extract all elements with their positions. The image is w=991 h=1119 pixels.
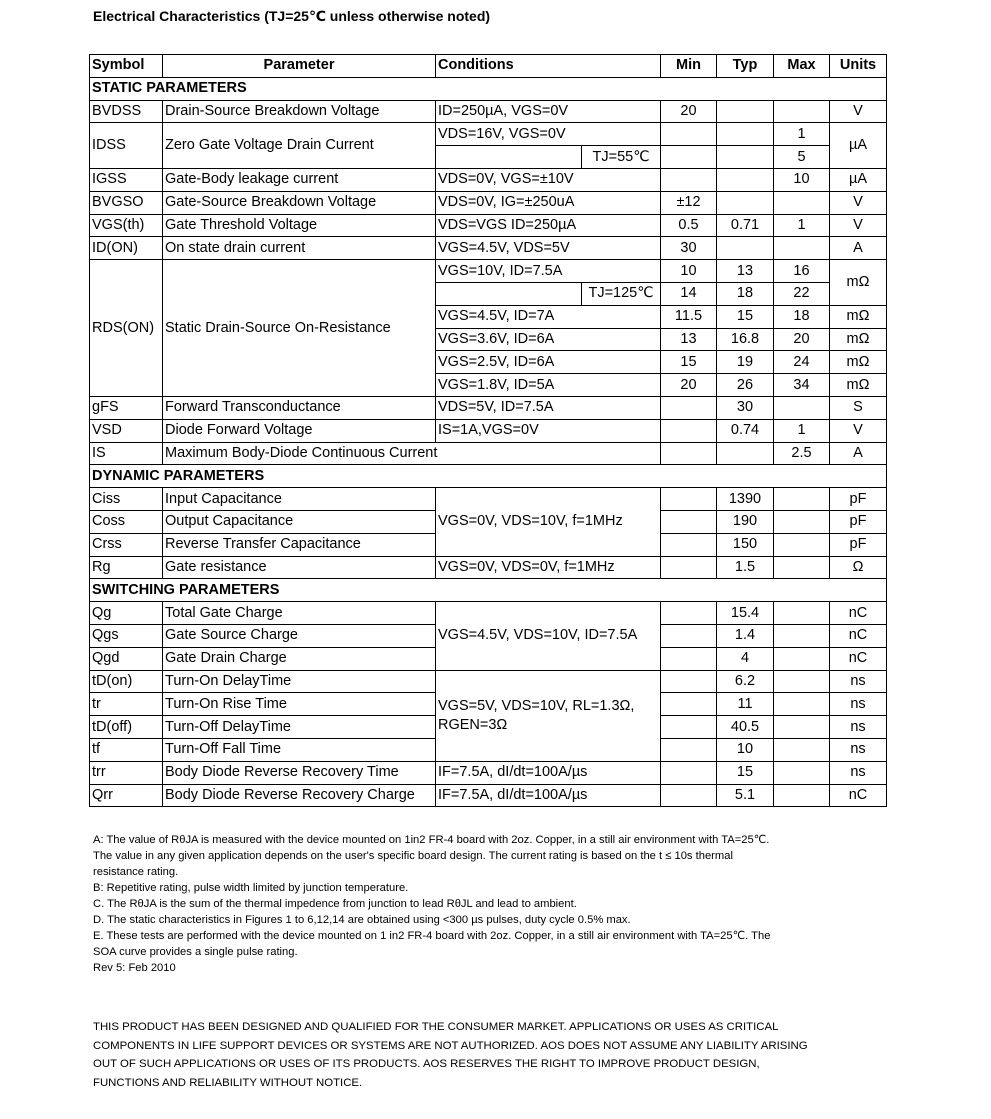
unit-cell: nC [830, 647, 887, 670]
table-row [90, 419, 887, 442]
max-cell: 1 [774, 214, 830, 237]
min-cell: 14 [661, 282, 717, 305]
parameter-cell: On state drain current [163, 237, 436, 260]
col-parameter: Parameter [163, 55, 436, 78]
min-cell [661, 442, 717, 465]
typ-cell: 19 [717, 351, 774, 374]
symbol-cell: RDS(ON) [90, 260, 163, 397]
symbol-cell: Qgd [90, 647, 163, 670]
max-cell [774, 738, 830, 761]
parameter-cell: Turn-Off DelayTime [163, 716, 436, 739]
typ-cell [717, 191, 774, 214]
condition-cell: VGS=4.5V, VDS=5V [436, 237, 661, 260]
min-cell [661, 123, 717, 146]
condition-cell: VDS=0V, IG=±250uA [436, 191, 661, 214]
typ-cell: 26 [717, 374, 774, 397]
max-cell: 20 [774, 328, 830, 351]
condition-blank [436, 146, 582, 169]
min-cell [661, 784, 717, 807]
min-cell: 20 [661, 374, 717, 397]
unit-cell: nC [830, 624, 887, 647]
unit-cell: ns [830, 670, 887, 693]
symbol-cell: IS [90, 442, 163, 465]
parameter-cell: Drain-Source Breakdown Voltage [163, 100, 436, 123]
typ-cell: 10 [717, 738, 774, 761]
symbol-cell: tD(on) [90, 670, 163, 693]
unit-cell: V [830, 214, 887, 237]
typ-cell: 1.5 [717, 556, 774, 579]
table-row [90, 761, 887, 784]
table-row [90, 602, 887, 625]
max-cell: 2.5 [774, 442, 830, 465]
disclaimer-line: COMPONENTS IN LIFE SUPPORT DEVICES OR SYSTEMS ARE NOT AUTHORIZED. AOS DOES NOT ASSUME ANY LIABILITY ARISING [93, 1039, 808, 1052]
symbol-cell: Rg [90, 556, 163, 579]
symbol-cell: Qrr [90, 784, 163, 807]
condition-cell: ID=250µA, VGS=0V [436, 100, 661, 123]
unit-cell: ns [830, 716, 887, 739]
symbol-cell: tr [90, 693, 163, 716]
condition-cell: IF=7.5A, dI/dt=100A/µs [436, 784, 661, 807]
condition-cell: VDS=VGS ID=250µA [436, 214, 661, 237]
parameter-cell: Input Capacitance [163, 488, 436, 511]
note-a-cont: The value in any given application depends on the user's specific board design. The current rating is based on the t ≤ 10s thermal [93, 850, 733, 862]
max-cell [774, 396, 830, 419]
table-row [90, 556, 887, 579]
parameter-cell: Gate Source Charge [163, 624, 436, 647]
typ-cell [717, 168, 774, 191]
unit-cell: ns [830, 693, 887, 716]
max-cell [774, 556, 830, 579]
max-cell: 18 [774, 305, 830, 328]
min-cell [661, 533, 717, 556]
parameter-cell: Gate-Body leakage current [163, 168, 436, 191]
max-cell [774, 761, 830, 784]
max-cell [774, 716, 830, 739]
min-cell [661, 168, 717, 191]
max-cell: 10 [774, 168, 830, 191]
parameter-cell: Static Drain-Source On-Resistance [163, 260, 436, 397]
parameter-cell: Zero Gate Voltage Drain Current [163, 123, 436, 169]
table-row [90, 784, 887, 807]
max-cell [774, 100, 830, 123]
condition-cell: IS=1A,VGS=0V [436, 419, 661, 442]
symbol-cell: VGS(th) [90, 214, 163, 237]
symbol-cell: ID(ON) [90, 237, 163, 260]
typ-cell: 0.74 [717, 419, 774, 442]
unit-cell: A [830, 237, 887, 260]
typ-cell: 11 [717, 693, 774, 716]
note-b: B: Repetitive rating, pulse width limited by junction temperature. [93, 882, 409, 894]
condition-cell: VGS=10V, ID=7.5A [436, 260, 661, 283]
condition-blank [436, 282, 582, 305]
parameter-cell: Gate Threshold Voltage [163, 214, 436, 237]
unit-cell: µA [830, 168, 887, 191]
typ-cell: 4 [717, 647, 774, 670]
max-cell: 1 [774, 419, 830, 442]
parameter-cell: Diode Forward Voltage [163, 419, 436, 442]
parameter-cell: Gate Drain Charge [163, 647, 436, 670]
parameter-cell: Total Gate Charge [163, 602, 436, 625]
min-cell: ±12 [661, 191, 717, 214]
min-cell [661, 624, 717, 647]
col-conditions: Conditions [436, 55, 661, 78]
min-cell [661, 419, 717, 442]
max-cell [774, 533, 830, 556]
section-switching: SWITCHING PARAMETERS [90, 579, 887, 602]
symbol-cell: Qg [90, 602, 163, 625]
typ-cell: 190 [717, 510, 774, 533]
min-cell [661, 146, 717, 169]
min-cell [661, 716, 717, 739]
min-cell: 15 [661, 351, 717, 374]
symbol-cell: trr [90, 761, 163, 784]
unit-cell: mΩ [830, 305, 887, 328]
condition-cell: VGS=1.8V, ID=5A [436, 374, 661, 397]
disclaimer-line: THIS PRODUCT HAS BEEN DESIGNED AND QUALIFIED FOR THE CONSUMER MARKET. APPLICATIONS OR USES AS CRITICAL [93, 1021, 779, 1033]
condition-cell: VGS=4.5V, ID=7A [436, 305, 661, 328]
symbol-cell: IGSS [90, 168, 163, 191]
condition-cell: VDS=16V, VGS=0V [436, 123, 661, 146]
typ-cell: 13 [717, 260, 774, 283]
typ-cell: 15.4 [717, 602, 774, 625]
typ-cell: 18 [717, 282, 774, 305]
typ-cell: 1390 [717, 488, 774, 511]
parameter-cell: Gate-Source Breakdown Voltage [163, 191, 436, 214]
condition-cell: VGS=5V, VDS=10V, RL=1.3Ω, RGEN=3Ω [436, 670, 661, 761]
typ-cell: 150 [717, 533, 774, 556]
disclaimer [93, 1018, 893, 1092]
max-cell [774, 670, 830, 693]
parameter-cell: Gate resistance [163, 556, 436, 579]
unit-cell: µA [830, 123, 887, 169]
max-cell: 24 [774, 351, 830, 374]
min-cell: 13 [661, 328, 717, 351]
unit-cell: nC [830, 602, 887, 625]
temperature-condition: TJ=55℃ [582, 146, 661, 169]
typ-cell: 15 [717, 761, 774, 784]
max-cell [774, 784, 830, 807]
section-row [90, 579, 887, 602]
unit-cell: nC [830, 784, 887, 807]
unit-cell: mΩ [830, 374, 887, 397]
max-cell: 1 [774, 123, 830, 146]
symbol-cell: gFS [90, 396, 163, 419]
unit-cell: ns [830, 761, 887, 784]
max-cell: 5 [774, 146, 830, 169]
min-cell [661, 738, 717, 761]
note-a-cont: resistance rating. [93, 866, 179, 878]
header-row [90, 55, 887, 78]
min-cell [661, 670, 717, 693]
unit-cell: mΩ [830, 351, 887, 374]
symbol-cell: tD(off) [90, 716, 163, 739]
table-row [90, 396, 887, 419]
disclaimer-line: OUT OF SUCH APPLICATIONS OR USES OF ITS PRODUCTS. AOS RESERVES THE RIGHT TO IMPROVE PRODUCT DESIGN, [93, 1058, 760, 1070]
max-cell [774, 191, 830, 214]
symbol-cell: Qgs [90, 624, 163, 647]
table-row [90, 214, 887, 237]
min-cell: 0.5 [661, 214, 717, 237]
max-cell [774, 647, 830, 670]
min-cell [661, 510, 717, 533]
parameter-cell: Turn-On Rise Time [163, 693, 436, 716]
max-cell [774, 693, 830, 716]
table-row [90, 670, 887, 693]
min-cell [661, 761, 717, 784]
unit-cell: pF [830, 533, 887, 556]
table-row [90, 123, 887, 146]
typ-cell: 16.8 [717, 328, 774, 351]
condition-cell: VGS=4.5V, VDS=10V, ID=7.5A [436, 602, 661, 670]
max-cell: 34 [774, 374, 830, 397]
min-cell [661, 647, 717, 670]
typ-cell: 0.71 [717, 214, 774, 237]
typ-cell: 15 [717, 305, 774, 328]
unit-cell: S [830, 396, 887, 419]
typ-cell [717, 123, 774, 146]
table-row [90, 442, 887, 465]
condition-cell: VDS=0V, VGS=±10V [436, 168, 661, 191]
page-title: Electrical Characteristics (TJ=25℃ unless otherwise noted) [93, 8, 491, 24]
unit-cell: A [830, 442, 887, 465]
table-row [90, 168, 887, 191]
symbol-cell: VSD [90, 419, 163, 442]
unit-cell: V [830, 191, 887, 214]
col-max: Max [774, 55, 830, 78]
footnotes [93, 832, 853, 976]
min-cell: 30 [661, 237, 717, 260]
symbol-cell: Crss [90, 533, 163, 556]
table-row [90, 100, 887, 123]
table-row [90, 191, 887, 214]
unit-cell: pF [830, 488, 887, 511]
revision: Rev 5: Feb 2010 [93, 962, 176, 974]
note-d: D. The static characteristics in Figures 1 to 6,12,14 are obtained using <300 µs pulses, duty cycle 0.5% max. [93, 914, 631, 926]
min-cell [661, 396, 717, 419]
section-row [90, 77, 887, 100]
disclaimer-line: FUNCTIONS AND RELIABILITY WITHOUT NOTICE. [93, 1076, 363, 1089]
table-row [90, 488, 887, 511]
unit-cell: mΩ [830, 328, 887, 351]
max-cell [774, 510, 830, 533]
unit-cell: ns [830, 738, 887, 761]
typ-cell [717, 146, 774, 169]
typ-cell: 1.4 [717, 624, 774, 647]
note-c: C. The RθJA is the sum of the thermal impedence from junction to lead RθJL and lead to ambient. [93, 898, 577, 910]
min-cell [661, 488, 717, 511]
unit-cell: mΩ [830, 260, 887, 306]
typ-cell [717, 100, 774, 123]
col-min: Min [661, 55, 717, 78]
condition-cell: VGS=2.5V, ID=6A [436, 351, 661, 374]
parameter-cell: Body Diode Reverse Recovery Charge [163, 784, 436, 807]
typ-cell: 5.1 [717, 784, 774, 807]
parameter-cell: Reverse Transfer Capacitance [163, 533, 436, 556]
parameter-cell: Body Diode Reverse Recovery Time [163, 761, 436, 784]
typ-cell [717, 237, 774, 260]
typ-cell: 6.2 [717, 670, 774, 693]
condition-cell: VGS=0V, VDS=0V, f=1MHz [436, 556, 661, 579]
table-row [90, 237, 887, 260]
col-symbol: Symbol [90, 55, 163, 78]
parameter-cell: Turn-On DelayTime [163, 670, 436, 693]
col-units: Units [830, 55, 887, 78]
typ-cell [717, 442, 774, 465]
unit-cell: Ω [830, 556, 887, 579]
section-dynamic: DYNAMIC PARAMETERS [90, 465, 887, 488]
section-static: STATIC PARAMETERS [90, 77, 887, 100]
unit-cell: V [830, 100, 887, 123]
condition-cell: IF=7.5A, dI/dt=100A/µs [436, 761, 661, 784]
symbol-cell: BVGSO [90, 191, 163, 214]
symbol-cell: Ciss [90, 488, 163, 511]
symbol-cell: Coss [90, 510, 163, 533]
condition-cell: VGS=3.6V, ID=6A [436, 328, 661, 351]
note-a: A: The value of RθJA is measured with the device mounted on 1in2 FR-4 board with 2oz. Copper, in a still air environment with TA=25℃. [93, 834, 770, 846]
note-e: E. These tests are performed with the device mounted on 1 in2 FR-4 board with 2oz. Copper, in a still air environment with TA=25℃. The [93, 930, 771, 942]
temperature-condition: TJ=125℃ [582, 282, 661, 305]
min-cell [661, 693, 717, 716]
parameter-cell: Forward Transconductance [163, 396, 436, 419]
parameter-cell: Turn-Off Fall Time [163, 738, 436, 761]
max-cell [774, 237, 830, 260]
min-cell [661, 556, 717, 579]
note-e-cont: SOA curve provides a single pulse rating. [93, 946, 298, 958]
unit-cell: V [830, 419, 887, 442]
max-cell [774, 602, 830, 625]
min-cell: 20 [661, 100, 717, 123]
min-cell [661, 602, 717, 625]
max-cell [774, 624, 830, 647]
min-cell: 11.5 [661, 305, 717, 328]
max-cell [774, 488, 830, 511]
col-typ: Typ [717, 55, 774, 78]
parameter-cell: Maximum Body-Diode Continuous Current [163, 442, 661, 465]
symbol-cell: BVDSS [90, 100, 163, 123]
typ-cell: 40.5 [717, 716, 774, 739]
typ-cell: 30 [717, 396, 774, 419]
section-row [90, 465, 887, 488]
symbol-cell: tf [90, 738, 163, 761]
electrical-characteristics-table [89, 54, 887, 807]
parameter-cell: Output Capacitance [163, 510, 436, 533]
max-cell: 16 [774, 260, 830, 283]
condition-cell: VDS=5V, ID=7.5A [436, 396, 661, 419]
unit-cell: pF [830, 510, 887, 533]
min-cell: 10 [661, 260, 717, 283]
symbol-cell: IDSS [90, 123, 163, 169]
table-row [90, 260, 887, 283]
condition-cell: VGS=0V, VDS=10V, f=1MHz [436, 488, 661, 556]
max-cell: 22 [774, 282, 830, 305]
